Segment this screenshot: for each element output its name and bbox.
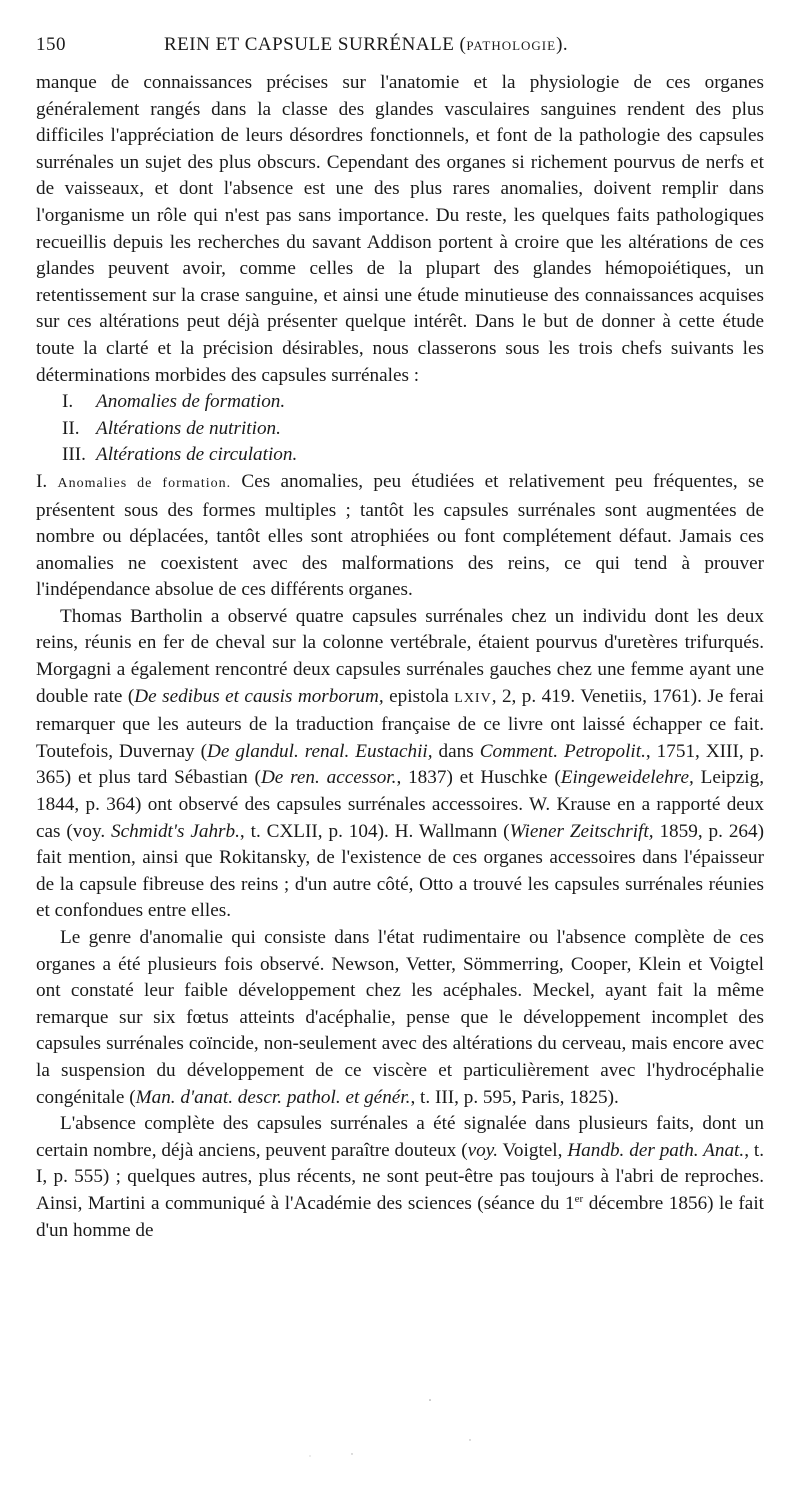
- citation-title: Schmidt's Jahrb.: [111, 820, 240, 842]
- list-item-number: II.: [62, 417, 80, 439]
- body-text: [36, 70, 764, 1244]
- text-run: Leipzig, 1844, p. 364) ont observé des capsules surrénales accessoires. W. Krause en a rapporté deux cas (voy.: [36, 767, 764, 842]
- text-run: LXIV: [454, 690, 492, 706]
- text-run: Thomas Bartholin a observé quatre capsules surrénales chez un individu dont les deux reins, réunis en fer de cheval sur la colonne vertébrale, étaient pourvus d'uretères trifurqués. Morgagni a également rencontré deux capsules surrénales gauches chez une femme ayant une double rate (: [36, 605, 764, 707]
- text-run: 1859, p. 264) fait mention, ainsi que Rokitansky, de l'existence de ces organes accessoires dans l'épaisseur de la capsule fibreuse des reins ; d'un autre côté, Otto a trouvé les capsules surrénales réunies et confondues entre elles.: [36, 820, 764, 922]
- list-item-label: Altérations de circulation.: [96, 444, 298, 466]
- citation-title: De ren. accessor.: [260, 767, 397, 789]
- text-run: , 1751, XIII, p. 365) et plus tard Sébastian (: [36, 740, 764, 789]
- citation-title: De glandul. renal. Eustachii,: [206, 740, 433, 762]
- list-item-number: III.: [62, 444, 86, 466]
- paragraph-bartholin: [36, 604, 764, 925]
- page-number: 150: [36, 34, 66, 55]
- citation-title: De sedibus et causis morborum,: [134, 685, 384, 707]
- section-paragraph: [36, 469, 764, 604]
- text-run: , t. CXLII, p. 104). H. Wallmann (: [239, 820, 510, 842]
- citation-title: voy.: [467, 1139, 498, 1161]
- list-item-label: Anomalies de formation.: [96, 391, 286, 413]
- running-title-main: REIN ET CAPSULE SURRÉNALE (: [164, 34, 467, 55]
- list-item: [36, 416, 764, 443]
- list-item: [36, 442, 764, 469]
- section-text: Ces anomalies, peu étudiées et relativement peu fréquentes, se présentent sous des formes multiples ; tantôt les capsules surrénales sont augmentées de nombre ou déplacées, tantôt elles sont atrophiées ou font complétement défaut. Jamais ces anomalies ne coexistent avec des malformations des reins, ce qui tend à prouver l'indépendance absolue de ces différents organes.: [36, 470, 764, 601]
- citation-title: Handb. der path. Anat.: [567, 1139, 745, 1161]
- text-run: , t. I, p. 555) ; quelques autres, plus récents, ne sont peut-être pas toujours à l'abri de reproches. Ainsi, Martini a communiqué à l'Académie des sciences (séance du 1: [36, 1139, 764, 1214]
- citation-title: Wiener Zeitschrift,: [509, 820, 654, 842]
- intro-paragraph: manque de connaissances précises sur l'anatomie et la physiologie de ces organes généralement rangés dans la classe des glandes vasculaires sanguines rendent des plus difficiles l'appréciation de leurs désordres fonctionnels, et font de la pathologie des capsules surrénales un sujet des plus obscurs. Cependant des organes si richement pourvus de nerfs et de vaisseaux, et dont l'absence est une des plus rares anomalies, doivent remplir dans l'organisme un rôle qui n'est pas sans importance. Du reste, les quelques faits pathologiques recueillis depuis les recherches du savant Addison portent à croire que les altérations de ces glandes peuvent avoir, comme celles de la plupart des glandes hémopoiétiques, un retentissement sur la crase sanguine, et ainsi une étude minutieuse des connaissances acquises sur ces altérations peut déjà présenter quelque intérêt. Dans le but de donner à cette étude toute la clarté et la précision désirables, nous classerons sous les trois chefs suivants les déterminations morbides des capsules surrénales :: [36, 72, 764, 386]
- paragraph-rudimentary: [36, 925, 764, 1111]
- text-run: L'absence complète des capsules surrénales a été signalée dans plusieurs faits, dont un certain nombre, déjà anciens, peuvent paraître douteux (: [36, 1113, 764, 1161]
- superscript: er: [574, 1192, 584, 1205]
- print-specks: [0, 1380, 800, 1480]
- text-run: dans: [432, 740, 480, 762]
- list-item-label: Altérations de nutrition.: [96, 417, 281, 439]
- running-title-section: PATHOLOGIE: [466, 38, 557, 53]
- classification-list: [36, 389, 764, 469]
- citation-title: Comment. Petropolit.: [479, 740, 646, 762]
- text-run: Voigtel,: [498, 1139, 568, 1161]
- citation-title: Man. d'anat. descr. pathol. et génér.: [135, 1086, 411, 1108]
- list-item: [36, 389, 764, 416]
- text-run: epistola: [383, 685, 455, 707]
- text-run: décembre 1856) le fait d'un homme de: [36, 1192, 764, 1241]
- list-item-number: I.: [62, 391, 74, 413]
- running-head: [36, 30, 764, 60]
- section-heading: Anomalies de formation.: [57, 475, 232, 491]
- text-run: , 2, p. 419. Venetiis, 1761). Je ferai remarquer que les auteurs de la traduction française de ce livre ont laissé échapper ce fait. Toutefois, Duvernay (: [36, 685, 764, 762]
- running-title-end: ).: [556, 34, 569, 55]
- paragraph-absence: [36, 1111, 764, 1244]
- citation-title: Eingeweidelehre,: [560, 767, 694, 789]
- text-run: Le genre d'anomalie qui consiste dans l'état rudimentaire ou l'absence complète de ces organes a été plusieurs fois observé. Newson, Vetter, Sömmerring, Cooper, Klein et Voigtel ont constaté leur faible développement chez les acéphales. Meckel, ayant fait la même remarque sur six fœtus atteints d'acéphalie, pense que le développement incomplet des capsules surrénales coïncide, non-seulement avec des altérations du cerveau, mais encore avec la suspension du développement de ce viscère et particulièrement avec l'hydrocéphalie congénitale (: [36, 927, 764, 1108]
- text-run: , t. III, p. 595, Paris, 1825).: [410, 1086, 619, 1108]
- text-run: , 1837) et Huschke (: [396, 767, 561, 789]
- running-title: [164, 34, 568, 56]
- section-number: I.: [36, 470, 48, 492]
